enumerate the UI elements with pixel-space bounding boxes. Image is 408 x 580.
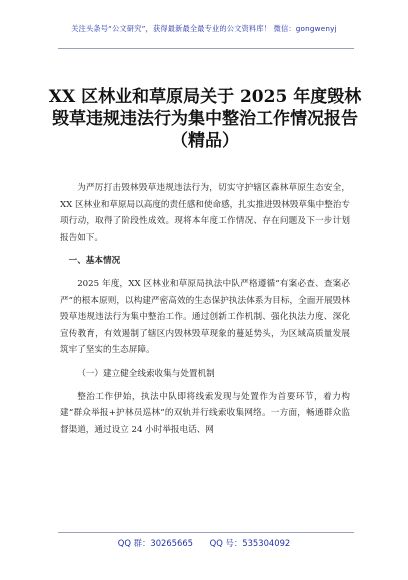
header-banner: 关注头条号“公文研究”，获得最新最全最专业的公文资料库！ 微信：gongwenyj <box>71 24 337 33</box>
title-line-3: （精品） <box>171 131 239 151</box>
footer-contacts <box>0 537 408 549</box>
section-heading-basic: 一、基本情况 <box>68 256 121 267</box>
title-line-2: 毁草违规违法行为集中整治工作情况报告 <box>52 109 358 129</box>
section-paragraph-basic: 2025 年度，XX 区林业和草原局执法中队严格遵循“有案必查、查案必严”的根本原则，以构建严密高效的生态保护执法体系为目标，全面开展毁林毁草违规违法行为集中整治工作。通过创新工作机制、强化执法力度、深化宣传教育，有效遏制了辖区内毁林毁草现象的蔓延势头，为区域高质量发展筑牢了坚实的生态屏障。 <box>60 278 350 356</box>
footer-qq-number: QQ 号：535304092 <box>209 538 291 548</box>
header-divider <box>58 48 354 49</box>
subsection-paragraph-clues: 整治工作伊始，执法中队即将线索发现与处置作为首要环节，着力构建“群众举报+护林员巡林”的双轨并行线索收集网络。一方面，畅通群众监督渠道，通过设立 24 小时举报电话、网 <box>60 391 350 435</box>
document-body <box>60 180 350 438</box>
title-line-1: XX 区林业和草原局关于 2025 年度毁林 <box>48 87 362 107</box>
intro-paragraph: 为严厉打击毁林毁草违规违法行为，切实守护辖区森林草原生态安全，XX 区林业和草原局以高度的责任感和使命感，扎实推进毁林毁草集中整治专项行动，取得了阶段性成效。现将本年度工作情况、存在问题及下一步计划报告如下。 <box>60 183 350 243</box>
subsection-heading-clues: （一）建立健全线索收集与处置机制 <box>77 368 215 379</box>
footer-divider <box>58 532 354 533</box>
footer-qq-group: QQ 群：30265665 <box>117 538 193 548</box>
document-title <box>44 86 366 152</box>
